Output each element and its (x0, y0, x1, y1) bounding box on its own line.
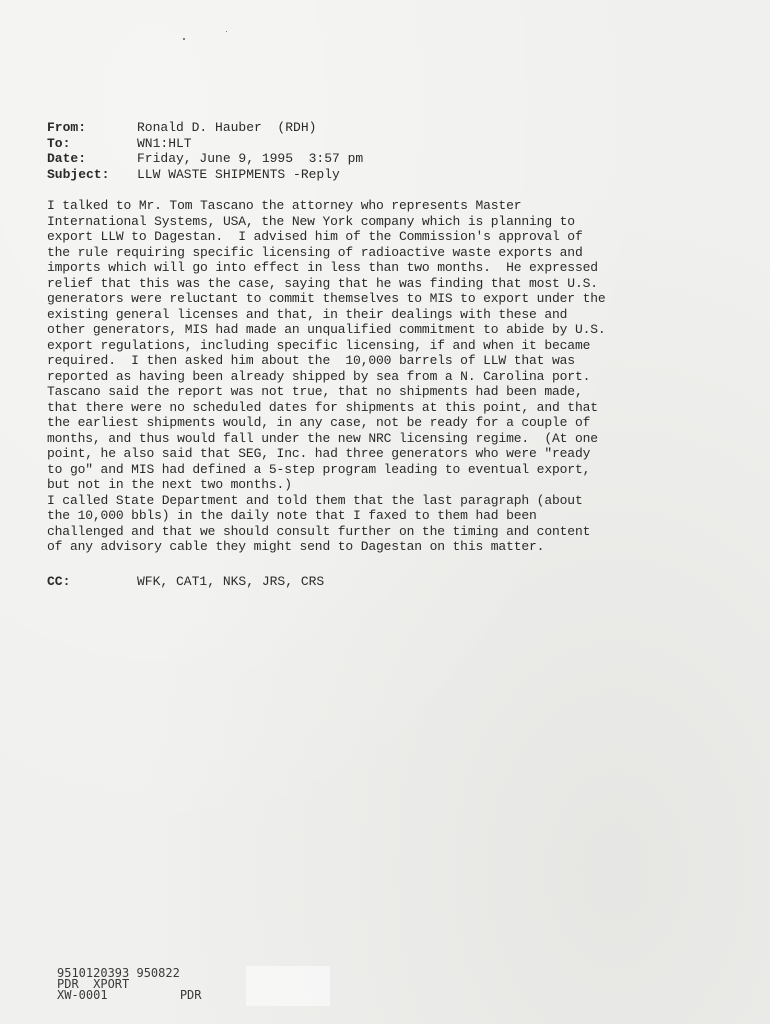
cc-label: CC: (47, 574, 71, 589)
subject-row (47, 167, 363, 183)
stamp-line-1: 9510120393 950822 (57, 966, 180, 980)
stamp-blank-area (246, 966, 330, 1006)
scan-speck (226, 31, 227, 32)
body-line: International Systems, USA, the New York company which is planning to (47, 213, 575, 229)
body-line: imports which will go into effect in less than two months. He expressed (47, 260, 598, 275)
body-line: the earliest shipments would, in any case, not be ready for a couple of (47, 415, 591, 430)
cc-row (47, 574, 324, 590)
body-line: other generators, MIS had made an unqualified commitment to abide by U.S. (47, 322, 606, 337)
document-stamp (57, 968, 202, 1001)
date-label: Date: (47, 151, 87, 166)
body-line: export regulations, including specific licensing, if and when it became (47, 337, 591, 353)
to-label: To: (47, 135, 71, 151)
to-value: WN1:HLT (137, 135, 192, 151)
body-line: but not in the next two months.) (47, 477, 292, 492)
body-line: point, he also said that SEG, Inc. had three generators who were "ready (47, 446, 591, 461)
memo-body (47, 198, 737, 555)
body-line: challenged and that we should consult further on the timing and content (47, 523, 591, 539)
from-label: From: (47, 120, 87, 135)
body-line: existing general licenses and that, in their dealings with these and (47, 306, 568, 322)
body-line: that there were no scheduled dates for shipments at this point, and that (47, 399, 598, 415)
subject-value: LLW WASTE SHIPMENTS -Reply (137, 166, 340, 182)
body-line: reported as having been already shipped by sea from a N. Carolina port. (47, 368, 591, 384)
body-line: required. I then asked him about the 10,000 barrels of LLW that was (47, 353, 575, 368)
body-line: Tascano said the report was not true, that no shipments had been made, (47, 384, 583, 399)
body-line: the rule requiring specific licensing of radioactive waste exports and (47, 244, 583, 260)
date-row (47, 151, 363, 167)
body-line: the 10,000 bbls) in the daily note that I faxed to them had been (47, 508, 537, 523)
body-line: relief that this was the case, saying that he was finding that most U.S. (47, 275, 598, 291)
cc-value: WFK, CAT1, NKS, JRS, CRS (137, 574, 325, 589)
from-value: Ronald D. Hauber (RDH) (137, 120, 317, 135)
date-value: Friday, June 9, 1995 3:57 pm (137, 151, 364, 166)
scan-speck (183, 38, 185, 40)
body-line: months, and thus would fall under the new NRC licensing regime. (At one (47, 430, 598, 446)
body-line: I called State Department and told them that the last paragraph (about (47, 492, 583, 508)
subject-label: Subject: (47, 166, 110, 182)
from-row (47, 120, 363, 136)
stamp-line-2: PDR XPORT (57, 977, 130, 991)
stamp-line-3: XW-0001 PDR (57, 988, 202, 1002)
memo-header (47, 120, 363, 182)
body-line: generators were reluctant to commit themselves to MIS to export under the (47, 291, 606, 306)
body-line: to go" and MIS had defined a 5-step program leading to eventual export, (47, 461, 591, 477)
body-line: export LLW to Dagestan. I advised him of the Commission's approval of (47, 229, 583, 244)
body-line: of any advisory cable they might send to Dagestan on this matter. (47, 539, 545, 554)
body-line: I talked to Mr. Tom Tascano the attorney who represents Master (47, 198, 522, 213)
to-row (47, 136, 363, 152)
